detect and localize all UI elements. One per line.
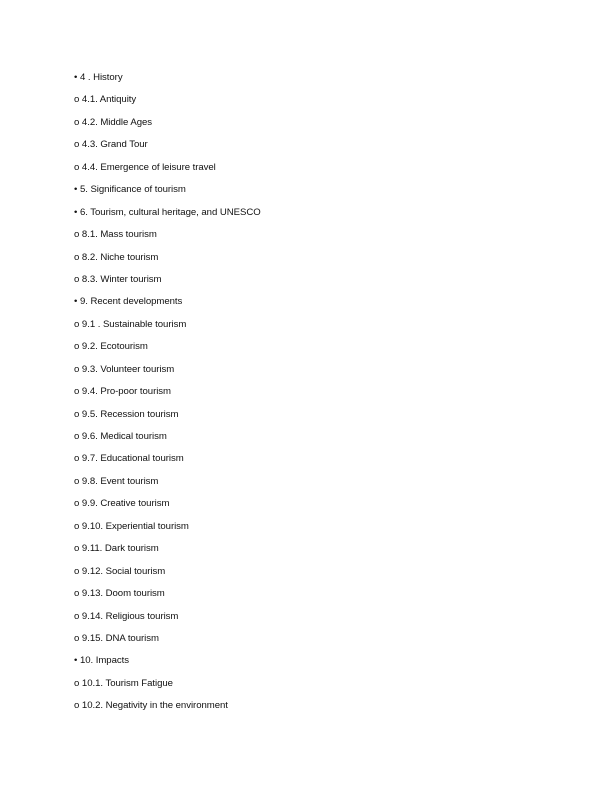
outline-item-text: 4.3. Grand Tour bbox=[81, 139, 148, 151]
outline-item-text: 9.12. Social tourism bbox=[81, 565, 166, 577]
list-marker: o bbox=[74, 700, 80, 712]
list-marker: o bbox=[74, 229, 80, 241]
list-marker: o bbox=[74, 408, 80, 420]
outline-item-text: 9.14. Religious tourism bbox=[81, 610, 179, 622]
list-marker: o bbox=[74, 318, 80, 330]
outline-item-text: 9.13. Doom tourism bbox=[81, 588, 165, 600]
list-marker: o bbox=[74, 363, 80, 375]
outline-item-text: 4.1. Antiquity bbox=[81, 94, 137, 106]
list-marker: o bbox=[74, 610, 80, 622]
outline-item bbox=[74, 430, 261, 452]
outline-item bbox=[74, 654, 261, 676]
list-marker: o bbox=[74, 475, 80, 487]
list-marker: o bbox=[74, 341, 80, 353]
outline-item bbox=[74, 228, 261, 250]
outline-item bbox=[74, 363, 261, 385]
list-marker: o bbox=[74, 94, 80, 106]
outline-item-text: 8.1. Mass tourism bbox=[81, 229, 157, 241]
outline-item-text: 10. Impacts bbox=[79, 655, 129, 667]
list-marker: • bbox=[74, 206, 78, 218]
outline-item bbox=[74, 699, 261, 721]
list-marker: o bbox=[74, 116, 80, 128]
outline-item-text: 6. Tourism, cultural heritage, and UNESCO bbox=[79, 206, 261, 218]
list-marker: o bbox=[74, 139, 80, 151]
outline-item bbox=[74, 565, 261, 587]
list-marker: o bbox=[74, 251, 80, 263]
outline-item bbox=[74, 340, 261, 362]
outline-item bbox=[74, 116, 261, 138]
outline-item bbox=[74, 408, 261, 430]
list-marker: o bbox=[74, 161, 80, 173]
outline-item-text: 9.8. Event tourism bbox=[81, 475, 159, 487]
outline-item-text: 8.2. Niche tourism bbox=[81, 251, 159, 263]
outline-item-text: 8.3. Winter tourism bbox=[81, 273, 162, 285]
table-of-contents-outline bbox=[74, 71, 261, 722]
outline-item bbox=[74, 520, 261, 542]
list-marker: o bbox=[74, 453, 80, 465]
outline-item bbox=[74, 677, 261, 699]
outline-item-text: 9.5. Recession tourism bbox=[81, 408, 179, 420]
outline-item bbox=[74, 318, 261, 340]
outline-item bbox=[74, 273, 261, 295]
outline-item bbox=[74, 542, 261, 564]
outline-item-text: 9.11. Dark tourism bbox=[81, 543, 159, 555]
outline-item-text: 9.1 . Sustainable tourism bbox=[81, 318, 187, 330]
outline-item bbox=[74, 183, 261, 205]
outline-item-text: 9.9. Creative tourism bbox=[81, 498, 170, 510]
outline-item-text: 4.4. Emergence of leisure travel bbox=[81, 161, 216, 173]
outline-item bbox=[74, 71, 261, 93]
outline-item bbox=[74, 385, 261, 407]
outline-item-text: 9.10. Experiential tourism bbox=[81, 520, 189, 532]
outline-item bbox=[74, 452, 261, 474]
list-marker: o bbox=[74, 677, 80, 689]
outline-item-text: 9. Recent developments bbox=[79, 296, 183, 308]
outline-item-text: 4 . History bbox=[79, 72, 123, 83]
list-marker: • bbox=[74, 184, 78, 196]
outline-item-text: 5. Significance of tourism bbox=[79, 184, 186, 196]
outline-item-text: 10.1. Tourism Fatigue bbox=[81, 677, 173, 689]
list-marker: o bbox=[74, 386, 80, 398]
outline-item bbox=[74, 206, 261, 228]
outline-item bbox=[74, 610, 261, 632]
outline-item bbox=[74, 161, 261, 183]
outline-item-text: 10.2. Negativity in the environment bbox=[81, 700, 228, 712]
list-marker: • bbox=[74, 655, 78, 667]
list-marker: o bbox=[74, 632, 80, 644]
outline-item bbox=[74, 587, 261, 609]
outline-item bbox=[74, 295, 261, 317]
outline-item-text: 9.6. Medical tourism bbox=[81, 431, 167, 442]
outline-item bbox=[74, 632, 261, 654]
outline-item-text: 9.7. Educational tourism bbox=[81, 453, 184, 465]
list-marker: o bbox=[74, 588, 80, 600]
outline-item-text: 4.2. Middle Ages bbox=[81, 116, 153, 128]
outline-item-text: 9.3. Volunteer tourism bbox=[81, 363, 175, 375]
list-marker: o bbox=[74, 431, 80, 442]
outline-item bbox=[74, 251, 261, 273]
list-marker: • bbox=[74, 296, 78, 308]
outline-item-text: 9.4. Pro-poor tourism bbox=[81, 386, 171, 398]
list-marker: o bbox=[74, 520, 80, 532]
outline-item bbox=[74, 497, 261, 519]
outline-item bbox=[74, 138, 261, 160]
list-marker: o bbox=[74, 565, 80, 577]
list-marker: o bbox=[74, 498, 80, 510]
list-marker: o bbox=[74, 273, 80, 285]
outline-item-text: 9.15. DNA tourism bbox=[81, 632, 159, 644]
outline-item-text: 9.2. Ecotourism bbox=[81, 341, 148, 353]
list-marker: • bbox=[74, 72, 78, 83]
outline-item bbox=[74, 93, 261, 115]
outline-item bbox=[74, 475, 261, 497]
list-marker: o bbox=[74, 543, 80, 555]
